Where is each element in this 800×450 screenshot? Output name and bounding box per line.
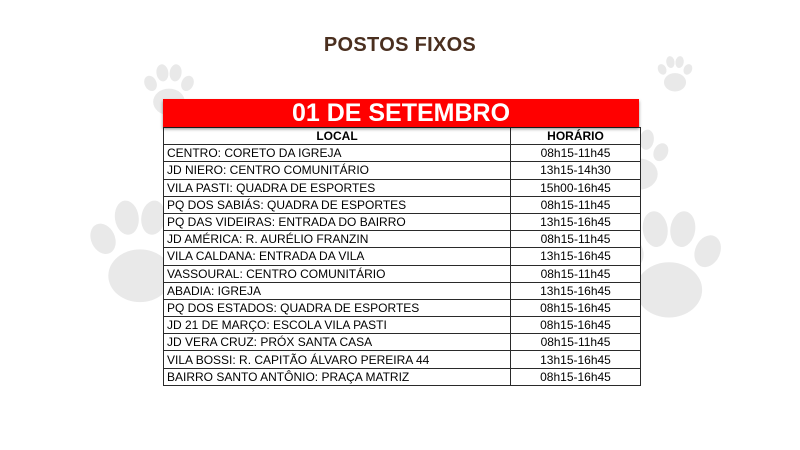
location-cell: VILA CALDANA: ENTRADA DA VILA: [164, 248, 511, 265]
time-cell: 13h15-16h45: [511, 351, 641, 368]
table-row: [164, 317, 641, 334]
table-row: [164, 368, 641, 385]
location-cell: VILA BOSSI: R. CAPITÃO ÁLVARO PEREIRA 44: [164, 351, 511, 368]
location-cell: VILA PASTI: QUADRA DE ESPORTES: [164, 179, 511, 196]
page-title: POSTOS FIXOS: [323, 34, 477, 56]
table-row: [164, 213, 641, 230]
location-cell: ABADIA: IGREJA: [164, 282, 511, 299]
table-row: [164, 334, 641, 351]
table-row: [164, 248, 641, 265]
time-cell: 08h15-11h45: [511, 265, 641, 282]
table-row: [164, 162, 641, 179]
time-cell: 08h15-16h45: [511, 299, 641, 316]
location-cell: JD VERA CRUZ: PRÓX SANTA CASA: [164, 334, 511, 351]
time-cell: 13h15-16h45: [511, 248, 641, 265]
time-cell: 08h15-16h45: [511, 317, 641, 334]
time-cell: 08h15-11h45: [511, 196, 641, 213]
table-row: [164, 196, 641, 213]
table-row: [164, 179, 641, 196]
table-header-row: [164, 128, 641, 145]
time-cell: 08h15-16h45: [511, 368, 641, 385]
table-row: [164, 282, 641, 299]
table-row: [164, 351, 641, 368]
time-cell: 08h15-11h45: [511, 145, 641, 162]
location-cell: BAIRRO SANTO ANTÔNIO: PRAÇA MATRIZ: [164, 368, 511, 385]
location-cell: PQ DOS ESTADOS: QUADRA DE ESPORTES: [164, 299, 511, 316]
location-cell: PQ DAS VIDEIRAS: ENTRADA DO BAIRRO: [164, 213, 511, 230]
schedule-table: [163, 127, 641, 386]
time-cell: 13h15-16h45: [511, 213, 641, 230]
table-row: [164, 145, 641, 162]
location-cell: CENTRO: CORETO DA IGREJA: [164, 145, 511, 162]
location-cell: JD 21 DE MARÇO: ESCOLA VILA PASTI: [164, 317, 511, 334]
time-cell: 08h15-11h45: [511, 334, 641, 351]
location-cell: VASSOURAL: CENTRO COMUNITÁRIO: [164, 265, 511, 282]
time-cell: 13h15-14h30: [511, 162, 641, 179]
table-row: [164, 231, 641, 248]
location-cell: PQ DOS SABIÁS: QUADRA DE ESPORTES: [164, 196, 511, 213]
paw-print-icon: [652, 50, 698, 98]
table-row: [164, 299, 641, 316]
time-cell: 08h15-11h45: [511, 231, 641, 248]
date-banner: 01 DE SETEMBRO: [163, 99, 639, 127]
location-cell: JD NIERO: CENTRO COMUNITÁRIO: [164, 162, 511, 179]
table-row: [164, 265, 641, 282]
column-header-local: LOCAL: [164, 128, 511, 145]
column-header-horario: HORÁRIO: [511, 128, 641, 145]
time-cell: 15h00-16h45: [511, 179, 641, 196]
time-cell: 13h15-16h45: [511, 282, 641, 299]
location-cell: JD AMÉRICA: R. AURÉLIO FRANZIN: [164, 231, 511, 248]
